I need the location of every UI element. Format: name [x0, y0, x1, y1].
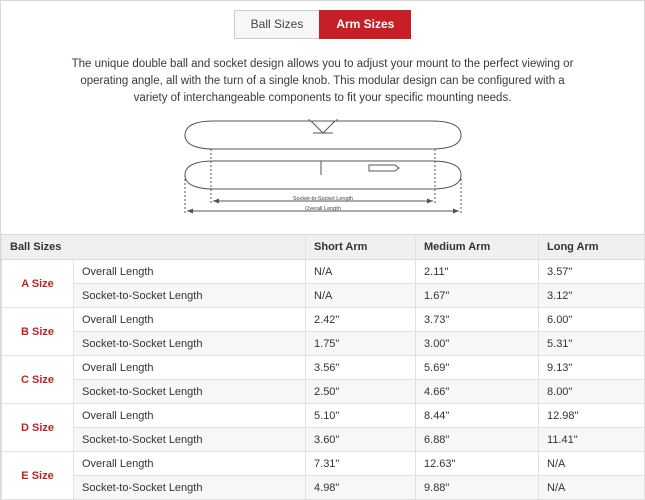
cell-short: 4.98": [306, 476, 416, 500]
cell-long: 11.41": [539, 428, 645, 452]
cell-short: 5.10": [306, 404, 416, 428]
cell-medium: 3.00": [416, 332, 539, 356]
cell-medium: 4.66": [416, 380, 539, 404]
table-row: [2, 284, 645, 308]
size-cell-d: [2, 404, 74, 452]
size-cell-b: [2, 308, 74, 356]
cell-long: 12.98": [539, 404, 645, 428]
socket-length-label: Socket-to-Socket Length: [292, 196, 353, 202]
upper-arm-outline: [185, 121, 461, 149]
tab-ball-sizes[interactable]: Ball Sizes: [234, 10, 320, 39]
row-label: Overall Length: [74, 308, 306, 332]
size-cell-a: [2, 260, 74, 308]
row-label: Overall Length: [74, 452, 306, 476]
cell-medium: 8.44": [416, 404, 539, 428]
header-ball-sizes: Ball Sizes: [2, 235, 306, 260]
size-label-b: B Size: [20, 325, 54, 338]
size-cell-c: [2, 356, 74, 404]
table-row: [2, 428, 645, 452]
cell-long: N/A: [539, 452, 645, 476]
cell-medium: 9.88": [416, 476, 539, 500]
dim-arrow-overall-right: [453, 209, 459, 214]
cell-short: 2.42": [306, 308, 416, 332]
table-row: [2, 380, 645, 404]
cell-long: 3.57": [539, 260, 645, 284]
row-label: Socket-to-Socket Length: [74, 476, 306, 500]
header-short-arm: Short Arm: [306, 235, 416, 260]
cell-short: 3.56": [306, 356, 416, 380]
table-header-row: [2, 235, 645, 260]
arm-sizes-table: [1, 234, 645, 500]
lower-arm-outline: [185, 161, 461, 189]
tab-arm-sizes[interactable]: Arm Sizes: [319, 10, 411, 39]
lower-arm-detail: [369, 165, 399, 171]
table-row: [2, 404, 645, 428]
size-cell-e: [2, 452, 74, 500]
cell-long: 9.13": [539, 356, 645, 380]
table-row: [2, 356, 645, 380]
table-row: [2, 452, 645, 476]
arm-diagram-svg: [173, 119, 473, 219]
row-label: Socket-to-Socket Length: [74, 380, 306, 404]
table-row: [2, 476, 645, 500]
dim-arrow-overall-left: [187, 209, 193, 214]
cell-medium: 3.73": [416, 308, 539, 332]
cell-medium: 6.88": [416, 428, 539, 452]
cell-short: 1.75": [306, 332, 416, 356]
dim-arrow-socket-right: [427, 199, 433, 204]
knob-wedge: [311, 121, 335, 133]
size-label-d: D Size: [20, 421, 54, 434]
cell-medium: 2.11": [416, 260, 539, 284]
arm-diagram: [1, 119, 644, 219]
cell-long: 8.00": [539, 380, 645, 404]
cell-long: N/A: [539, 476, 645, 500]
overall-length-label: Overall Length: [304, 206, 341, 212]
row-label: Socket-to-Socket Length: [74, 284, 306, 308]
cell-short: 7.31": [306, 452, 416, 476]
dim-arrow-socket-left: [213, 199, 219, 204]
cell-short: 3.60": [306, 428, 416, 452]
cell-medium: 1.67": [416, 284, 539, 308]
cell-short: N/A: [306, 284, 416, 308]
size-label-a: A Size: [21, 277, 54, 290]
row-label: Socket-to-Socket Length: [74, 332, 306, 356]
cell-short: N/A: [306, 260, 416, 284]
size-label-e: E Size: [21, 469, 54, 482]
table-row: [2, 308, 645, 332]
tab-bar: [1, 1, 644, 44]
cell-long: 3.12": [539, 284, 645, 308]
header-long-arm: Long Arm: [539, 235, 645, 260]
intro-paragraph: The unique double ball and socket design allows you to adjust your mount to the perfect viewing or operating angle, all with the turn of a single knob. This modular design can be configured with a variety of interchangeable components to fit your specific mounting needs.: [71, 58, 574, 104]
table-row: [2, 260, 645, 284]
cell-long: 5.31": [539, 332, 645, 356]
cell-short: 2.50": [306, 380, 416, 404]
size-label-c: C Size: [20, 373, 54, 386]
row-label: Overall Length: [74, 404, 306, 428]
header-medium-arm: Medium Arm: [416, 235, 539, 260]
cell-medium: 5.69": [416, 356, 539, 380]
cell-medium: 12.63": [416, 452, 539, 476]
row-label: Socket-to-Socket Length: [74, 428, 306, 452]
row-label: Overall Length: [74, 260, 306, 284]
row-label: Overall Length: [74, 356, 306, 380]
cell-long: 6.00": [539, 308, 645, 332]
table-row: [2, 332, 645, 356]
